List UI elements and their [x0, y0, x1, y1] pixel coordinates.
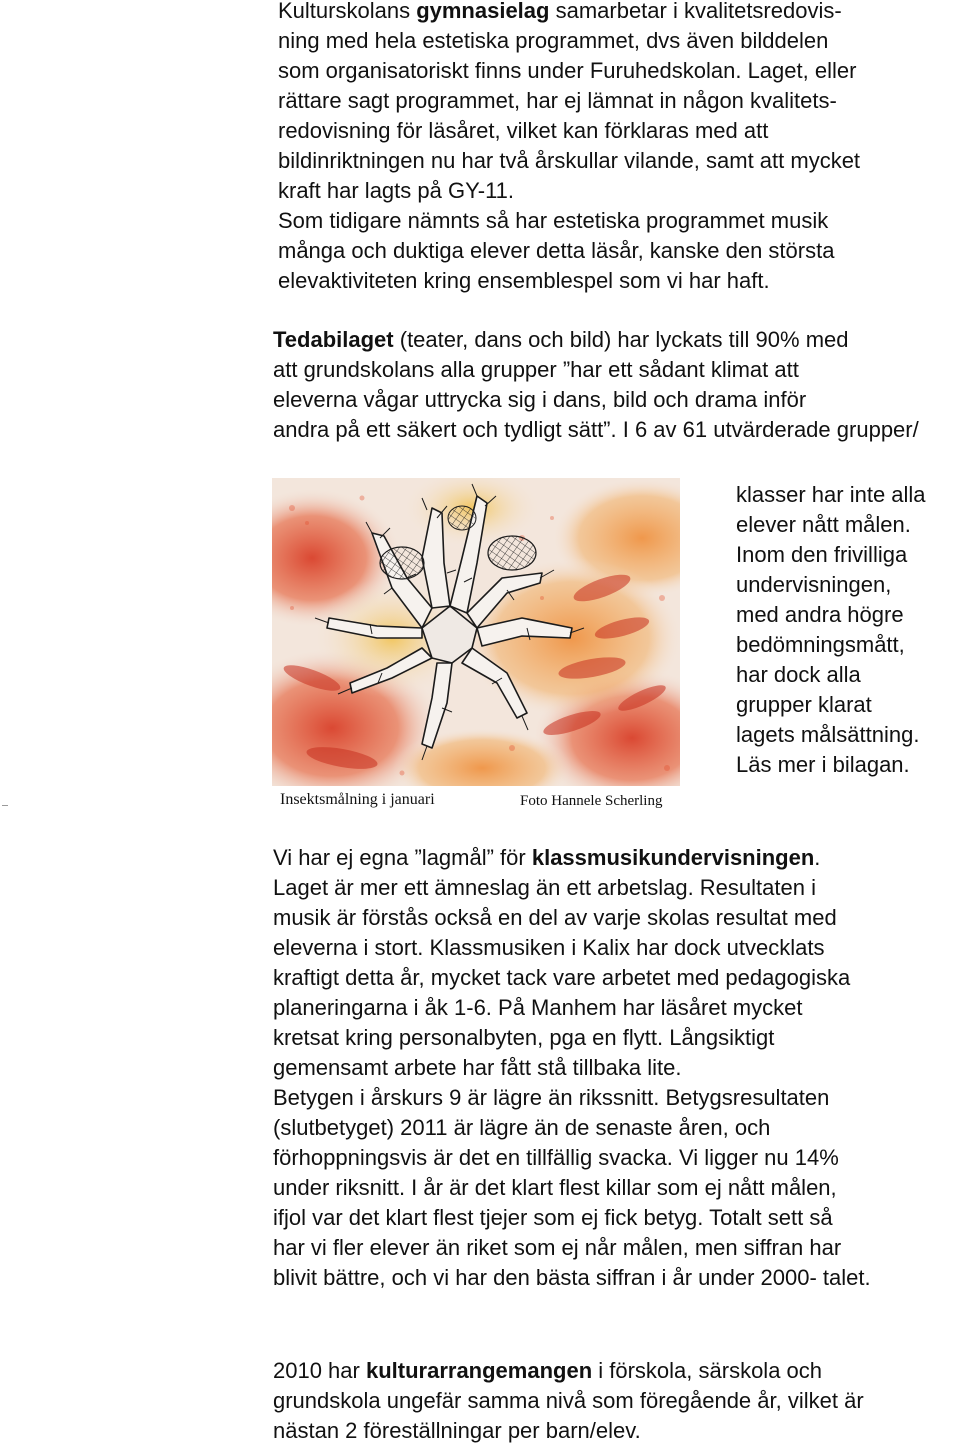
text-line: talet. — [822, 1265, 871, 1290]
text-line: många och duktiga elever detta läsår, kanske den största — [278, 238, 835, 263]
text-line: under riksnitt. I år är det klart flest killar som ej nått målen, — [273, 1175, 837, 1200]
text-line: andra på ett säkert och tydligt sätt”. I 6 av 61 utvärderade — [273, 417, 831, 442]
text-line: kretsat kring personalbyten, pga en flytt. Långsiktigt — [273, 1025, 775, 1050]
text-line — [278, 0, 842, 23]
bold-term-kulturarrangemangen: kulturarrangemangen — [365, 1358, 593, 1383]
text-line: eleverna vågar uttrycka sig i dans, bild och drama inför — [273, 387, 807, 412]
text-line: Läs mer i bilagan. — [736, 752, 910, 777]
text-line: musik är förstås också en del av varje skolas resultat med — [273, 905, 837, 930]
text-line: (slutbetyget) 2011 är lägre än de senaste åren, och — [273, 1115, 771, 1140]
text-line: lagets målsättning. — [736, 722, 920, 747]
bold-term-tedabilaget: Tedabilaget — [273, 327, 394, 352]
text-run: . — [814, 845, 821, 870]
text-line: grupper klarat — [736, 692, 872, 717]
bold-term-gymnasielag: gymnasielag — [416, 0, 550, 23]
text-line: klasser har inte alla — [736, 482, 926, 507]
text-line: att grundskolans alla grupper ”har ett sådant klimat att — [273, 357, 799, 382]
paragraph-klassmusik — [273, 843, 957, 1293]
insect-painting-image — [272, 478, 680, 786]
margin-mark — [2, 805, 8, 806]
text-line: Betygen i årskurs 9 är lägre än rikssnitt. Betygsresultaten — [273, 1085, 830, 1110]
paragraph-gymnasielag — [278, 0, 954, 296]
bold-term-klassmusik: klassmusikundervisningen — [531, 845, 815, 870]
figure-caption: Insektsmålning i januari — [280, 791, 435, 808]
text-line: gemensamt arbete har fått stå tillbaka lite. — [273, 1055, 682, 1080]
text-line: grupper/ — [836, 417, 919, 442]
text-run: 2010 har — [273, 1358, 366, 1383]
text-line: Laget är mer ett ämneslag än ett arbetslag. Resultaten i — [273, 875, 816, 900]
text-line: redovisning för läsåret, vilket kan förklaras med att — [278, 118, 769, 143]
photo-credit: Foto Hannele Scherling — [520, 793, 663, 809]
text-line — [273, 845, 820, 870]
text-run: (teater, dans och bild) har lyckats till 90% med — [393, 327, 849, 352]
text-line: bedömningsmått, — [736, 632, 905, 657]
text-line: blivit bättre, och vi har den bästa siffran i år under 2000- — [273, 1265, 817, 1290]
text-line: planeringarna i åk 1-6. På Manhem har läsåret mycket — [273, 995, 803, 1020]
text-line: undervisningen, — [736, 572, 892, 597]
insect-painting-icon — [272, 478, 680, 786]
text-line: förhoppningsvis är det en tillfällig svacka. Vi ligger nu 14% — [273, 1145, 839, 1170]
text-line — [273, 327, 849, 352]
text-line: kraft har lagts på GY-11. — [278, 178, 515, 203]
text-line: ifjol var det klart flest tjejer som ej fick betyg. Totalt sett så — [273, 1205, 833, 1230]
text-line: elever nått målen. — [736, 512, 911, 537]
text-line: eleverna i stort. Klassmusiken i Kalix har dock utvecklats — [273, 935, 825, 960]
text-run: Kulturskolans — [278, 0, 417, 23]
paragraph-kulturarrangemang — [273, 1356, 957, 1446]
text-line: kraftigt detta år, mycket tack vare arbetet med pedagogiska — [273, 965, 851, 990]
text-run: i förskola, särskola och — [592, 1358, 823, 1383]
text-run: Vi har ej egna ”lagmål” för — [273, 845, 532, 870]
text-line: Som tidigare nämnts så har estetiska programmet musik — [278, 208, 829, 233]
text-line: nästan 2 föreställningar per barn/elev. — [273, 1418, 641, 1443]
paragraph-side-text — [736, 480, 960, 780]
text-line — [273, 1358, 822, 1383]
text-line: rättare sagt programmet, har ej lämnat in någon kvalitets- — [278, 88, 837, 113]
text-run: samarbetar i kvalitetsredovis- — [549, 0, 842, 23]
text-line: har vi fler elever än riket som ej når målen, men siffran har — [273, 1235, 842, 1260]
text-line: grundskola ungefär samma nivå som föregående år, vilket är — [273, 1388, 864, 1413]
text-line: med andra högre — [736, 602, 904, 627]
text-line: bildinriktningen nu har två årskullar vilande, samt att mycket — [278, 148, 861, 173]
text-line: Inom den frivilliga — [736, 542, 908, 567]
paragraph-tedabilaget — [273, 325, 955, 445]
text-line: ning med hela estetiska programmet, dvs även bilddelen — [278, 28, 829, 53]
text-line: elevaktiviteten kring ensemblespel som vi har haft. — [278, 268, 770, 293]
text-line: som organisatoriskt finns under Furuhedskolan. Laget, eller — [278, 58, 857, 83]
text-line: har dock alla — [736, 662, 861, 687]
